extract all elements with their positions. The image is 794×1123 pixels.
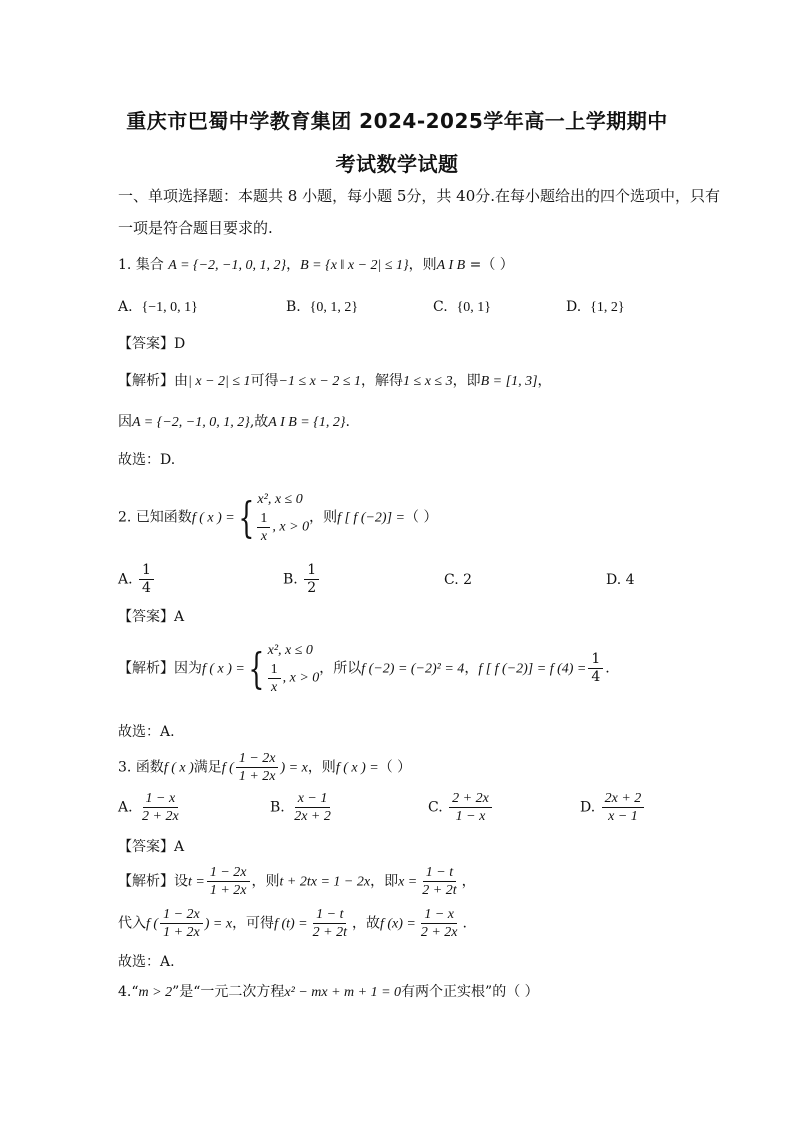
q1-choose: 故选：D. <box>118 452 176 468</box>
q3-option-a: A. $\frac{1 - x}{2 + 2x}$ <box>118 791 179 824</box>
q3-solution-line2: 代入f ( $\frac{1 - 2x}{1 + 2x}$ ) = x，可得f (t) = $\frac{1 - t}{2 + 2t}$ ，故f (x) = $\frac{1 - x}{2 + 2x}$ . <box>118 907 467 940</box>
q2-option-d: D. 4 <box>606 572 635 588</box>
q1-option-a: A. {−1, 0, 1} <box>118 299 198 315</box>
q3-answer: 【答案】A <box>118 839 185 855</box>
q1-option-c: C. {0, 1} <box>433 299 492 315</box>
q1-tail: =（ ） <box>469 257 514 273</box>
q1-answer: 【答案】D <box>118 336 186 352</box>
q1-solution-line1: 【解析】由| x − 2| ≤ 1可得−1 ≤ x − 2 ≤ 1，解得1 ≤ x ≤ 3，即B = [1, 3]， <box>118 373 552 389</box>
q3-solution-line1: 【解析】设t = $\frac{1 - 2x}{1 + 2x}$ ，则t + 2tx = 1 − 2x，即x = $\frac{1 - t}{2 + 2t}$ ， <box>118 865 476 898</box>
q3-option-d: D. $\frac{2x + 2}{x - 1}$ <box>580 790 646 825</box>
q1-solution-line2: 因A = {−2, −1, 0, 1, 2},故A I B = {1, 2}. <box>118 414 350 430</box>
q1-number: 1. <box>118 257 132 273</box>
section-heading-line1: 一、单项选择题：本题共 8 小题，每小题 5分，共 40分.在每小题给出的四个选项中，只有 <box>118 187 721 205</box>
q3-choose: 故选：A. <box>118 954 175 970</box>
q2-option-a: A. $\frac{1}{4}$ <box>118 562 156 597</box>
doc-title-line2: 考试数学试题 <box>335 152 459 176</box>
q1-option-b: B. {0, 1, 2} <box>286 299 359 315</box>
q1-option-d: D. {1, 2} <box>566 299 625 315</box>
q2-choose: 故选：A. <box>118 724 175 740</box>
section-heading-line2: 一项是符合题目要求的. <box>118 219 273 237</box>
q1-intersection: A I B <box>436 258 466 273</box>
q2-option-b: B. $\frac{1}{2}$ <box>283 562 321 597</box>
q1-stem <box>118 255 514 276</box>
q1-solution-label: 【解析】 <box>118 373 174 389</box>
q1-sep: ， <box>286 257 301 273</box>
q1-stem-pre: 集合 <box>135 257 164 273</box>
q2-solution: 【解析】因为f ( x ) ={ x², x ≤ 0 $\frac{1}{x}$ , x > 0 ，所以f (−2) = (−2)² = 4，f [ f (−2)] = f (4) = $\frac{1}{4}$ . <box>118 643 610 695</box>
q3-option-b: B. $\frac{x - 1}{2x + 2}$ <box>270 791 331 824</box>
q1-stem-post: ，则 <box>408 257 437 273</box>
q3-stem: 3. 函数f ( x )满足f ( $\frac{1 - 2x}{1 + 2x}$ ) = x，则f ( x ) =（ ） <box>118 751 412 784</box>
q4-stem: 4.“m > 2”是“一元二次方程x² − mx + m + 1 = 0有两个正实根”的（ ） <box>118 984 539 1000</box>
q1-set-a: A = {−2, −1, 0, 1, 2} <box>168 258 287 273</box>
q3-option-c: C. $\frac{2 + 2x}{1 - x}$ <box>428 790 494 825</box>
q2-option-c: C. 2 <box>444 572 473 588</box>
doc-title-line1: 重庆市巴蜀中学教育集团 2024-2025学年高一上学期期中 <box>126 109 668 133</box>
q2-answer: 【答案】A <box>118 609 185 625</box>
q1-set-b: B = {x ‖ x − 2| ≤ 1} <box>300 258 409 273</box>
q2-stem: 2. 已知函数f ( x ) ={ x², x ≤ 0 $\frac{1}{x}$ , x > 0 ，则f [ f (−2)] =（ ） <box>118 492 438 544</box>
